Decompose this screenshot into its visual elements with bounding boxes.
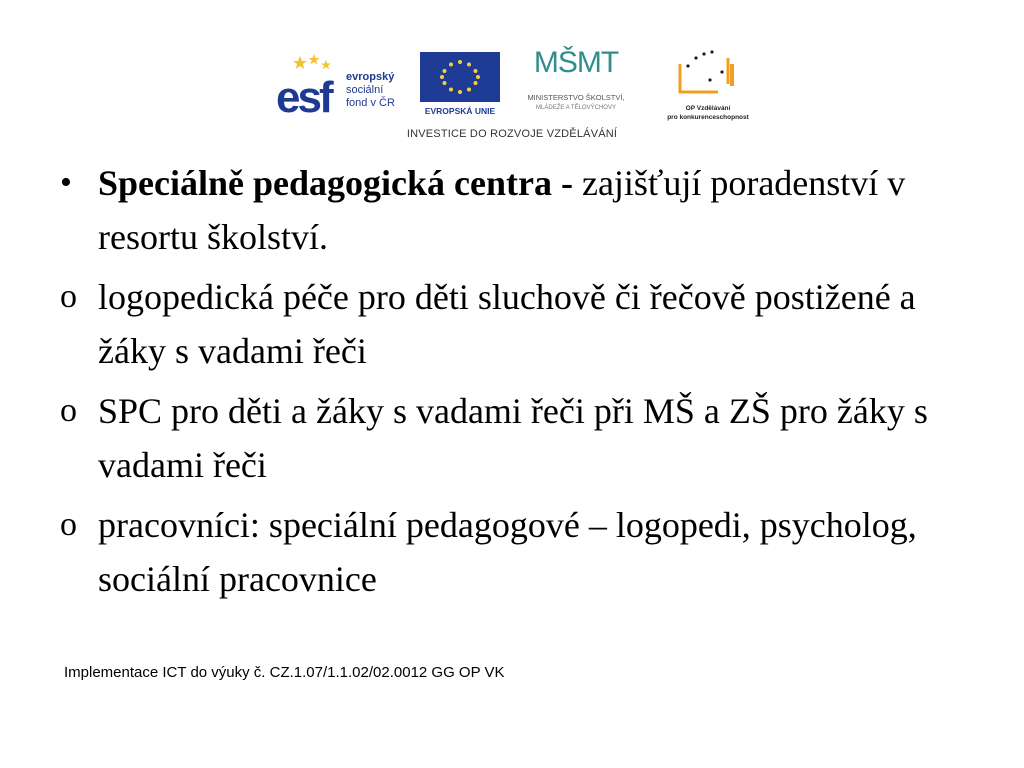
bullet-text: zajišťují poradenství v resortu školství. [98,163,906,257]
msmt-logo [506,42,646,124]
msmt-wordmark: MŠMT [533,46,619,79]
opvk-line-2: pro konkurenceschopnost [667,114,749,121]
bullet-marker: o [60,506,77,543]
esf-line-1: evropský [346,71,395,83]
msmt-line-2: MLÁDEŽE A TĚLOVÝCHOVY [536,105,616,111]
bullet-item [60,156,980,264]
opvk-logo [666,44,750,124]
esf-line-3: fond v ČR [346,97,395,109]
bullet-item [60,270,980,378]
bullet-marker: o [60,278,77,315]
banner-caption: INVESTICE DO ROZVOJE VZDĚLÁVÁNÍ [406,128,618,140]
eu-logo [418,50,502,120]
msmt-line-1: MINISTERSTVO ŠKOLSTVÍ, [527,93,625,102]
bullet-item [60,498,980,606]
bullet-list [60,156,980,612]
bullet-text: logopedická péče pro děti sluchově či řečově postižené a žáky s vadami řeči [98,277,916,371]
bullet-item [60,384,980,492]
bullet-text: SPC pro děti a žáky s vadami řeči při MŠ a ZŠ pro žáky s vadami řeči [98,391,928,485]
bullet-heading: Speciálně pedagogická centra - [98,163,582,203]
bullet-marker: • [60,164,72,201]
esf-wordmark: esf [276,73,331,120]
footer-note: Implementace ICT do výuky č. CZ.1.07/1.1.02/02.0012 GG OP VK [64,664,505,681]
eu-label: EVROPSKÁ UNIE [424,106,496,116]
opvk-line-1: OP Vzdělávání [685,105,731,112]
bullet-marker: o [60,392,77,429]
esf-logo [274,50,414,120]
bullet-text: pracovníci: speciální pedagogové – logopedi, psycholog, sociální pracovnice [98,505,917,599]
esf-line-2: sociální [346,84,384,96]
logo-banner [272,42,752,144]
